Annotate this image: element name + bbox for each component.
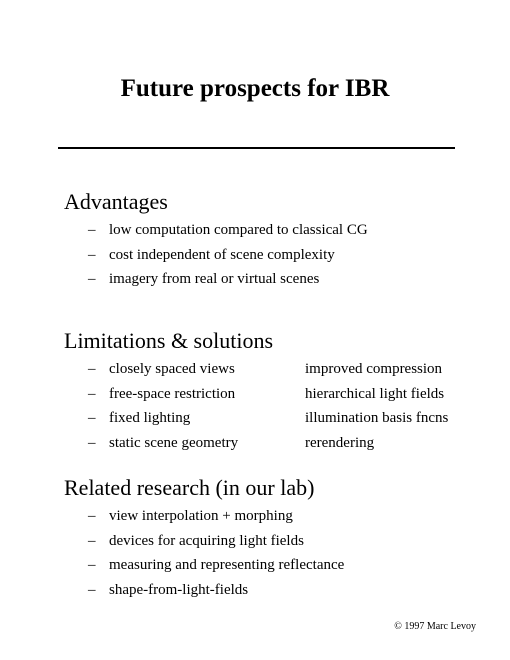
list-item-text: devices for acquiring light fields — [109, 532, 304, 549]
advantages-heading: Advantages — [64, 189, 168, 214]
list-item-text: closely spaced views — [109, 361, 235, 377]
bullet-dash: – — [88, 271, 96, 287]
research-list — [88, 504, 344, 602]
list-item — [88, 504, 344, 529]
slide-title: Future prospects for IBR — [120, 75, 390, 102]
list-item — [88, 382, 238, 407]
list-item-text: low computation compared to classical CG — [109, 222, 368, 238]
list-item-text: view interpolation + morphing — [109, 508, 293, 524]
solution-item: hierarchical light fields — [305, 385, 445, 402]
solutions-list — [305, 357, 448, 455]
bullet-dash: – — [88, 385, 96, 402]
list-item — [88, 357, 238, 382]
title-divider — [58, 147, 455, 149]
bullet-dash: – — [88, 508, 96, 524]
list-item — [88, 218, 368, 243]
bullet-dash: – — [88, 434, 96, 451]
limitations-list — [88, 357, 238, 455]
research-heading: Related research (in our lab) — [64, 475, 315, 500]
limitations-heading: Limitations & solutions — [64, 328, 274, 353]
list-item — [88, 431, 238, 456]
advantages-list — [88, 218, 368, 292]
bullet-dash: – — [88, 532, 96, 549]
list-item — [88, 553, 344, 578]
solution-item: improved compression — [305, 361, 443, 377]
list-item — [88, 243, 368, 268]
list-item-text: fixed lighting — [109, 410, 191, 426]
list-item-text: static scene geometry — [109, 434, 239, 451]
list-item-text: free-space restriction — [109, 385, 236, 402]
solution-item: illumination basis fncns — [305, 410, 449, 426]
solution-item: rerendering — [305, 434, 375, 451]
copyright-footer: © 1997 Marc Levoy — [394, 621, 476, 632]
list-item — [88, 406, 238, 431]
list-item — [88, 267, 368, 292]
bullet-dash: – — [88, 410, 96, 426]
list-item-text: shape-from-light-fields — [109, 581, 249, 598]
list-item — [88, 578, 344, 603]
bullet-dash: – — [88, 581, 96, 598]
bullet-dash: – — [88, 361, 96, 377]
bullet-dash: – — [88, 557, 96, 573]
bullet-dash: – — [88, 222, 96, 238]
bullet-dash: – — [88, 246, 96, 263]
list-item-text: cost independent of scene complexity — [109, 246, 335, 263]
list-item-text: measuring and representing reflectance — [109, 557, 345, 573]
list-item-text: imagery from real or virtual scenes — [109, 271, 320, 287]
list-item — [88, 529, 344, 554]
